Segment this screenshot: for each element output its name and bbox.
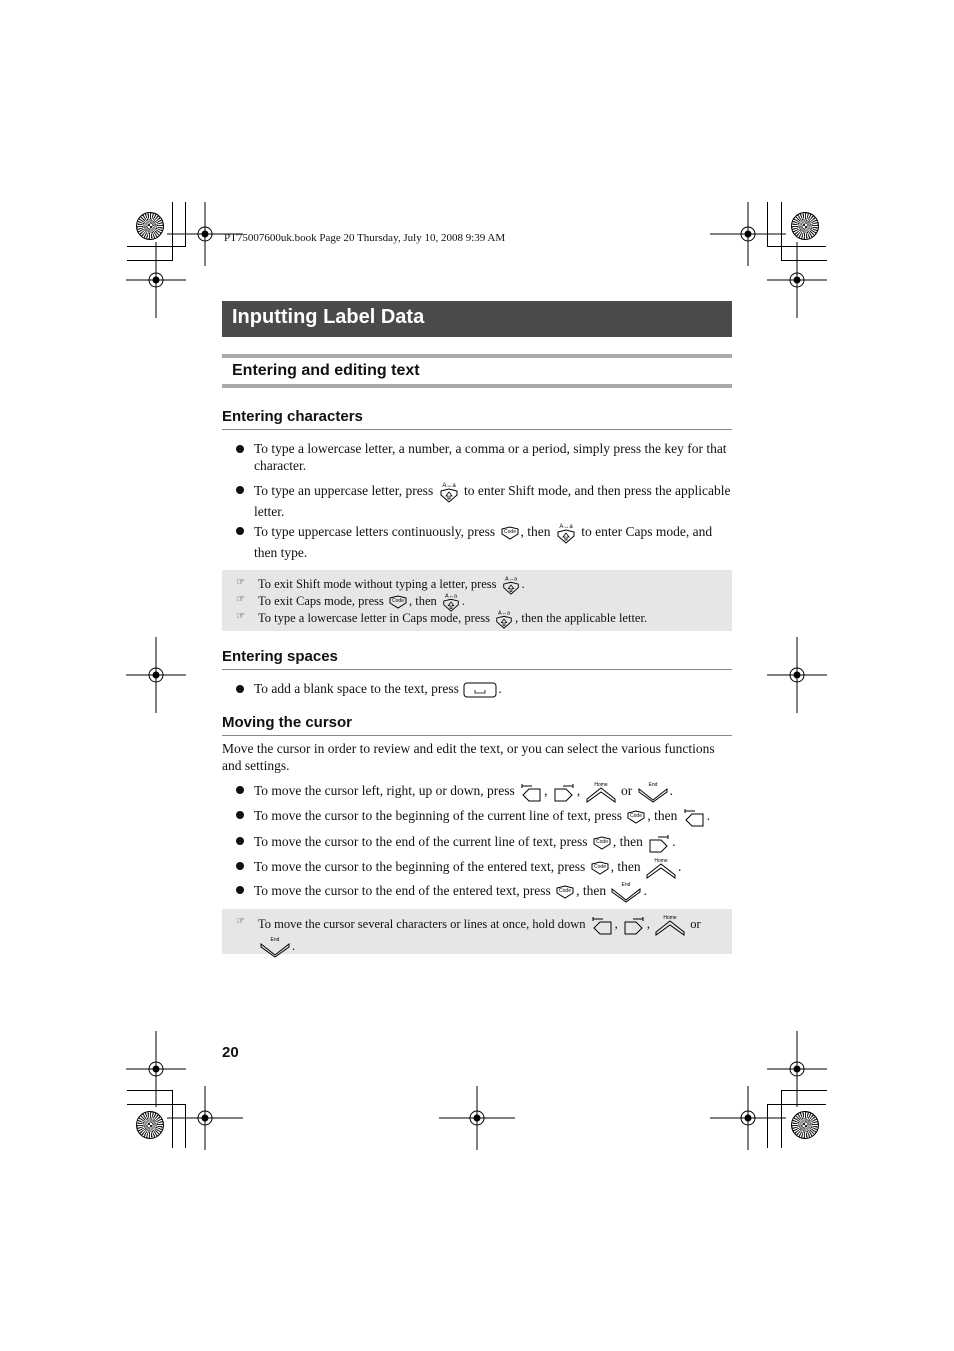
pointing-hand-icon: ☞ xyxy=(236,611,245,622)
page-number: 20 xyxy=(222,1044,239,1061)
svg-text:End: End xyxy=(622,882,631,888)
right-arrow-key-icon xyxy=(552,781,576,803)
code-key-icon xyxy=(592,835,612,851)
svg-text:Home: Home xyxy=(654,858,668,864)
svg-text:A↔a: A↔a xyxy=(444,593,457,600)
down-arrow-key-icon xyxy=(610,881,642,903)
list-item: To move the cursor to the beginning of the current line of text, press Code , then . xyxy=(236,806,731,828)
down-arrow-key-icon xyxy=(637,781,669,803)
code-key-icon xyxy=(590,860,610,876)
subheading-entering-spaces: Entering spaces xyxy=(222,648,732,670)
svg-text:A↔a: A↔a xyxy=(559,524,573,530)
svg-text:Code: Code xyxy=(630,813,643,819)
svg-text:End: End xyxy=(270,937,280,943)
up-arrow-key-icon xyxy=(585,781,617,803)
code-key-icon xyxy=(555,884,575,900)
svg-text:Code: Code xyxy=(595,839,608,845)
list-item: To type an uppercase letter, press A↔a to enter Shift mode, and then press the applicable letter. xyxy=(236,481,731,517)
code-key-icon xyxy=(500,525,520,541)
svg-text:A↔a: A↔a xyxy=(441,483,456,489)
list-item: To move the cursor to the end of the current line of text, press Code , then . xyxy=(236,832,731,854)
intro-paragraph: Move the cursor in order to review and edit the text, or you can select the various functions and settings. xyxy=(222,741,715,773)
left-arrow-key-icon xyxy=(682,806,706,828)
pointing-hand-icon: ☞ xyxy=(236,577,245,588)
list-item: To add a blank space to the text, press . xyxy=(236,680,731,700)
list-item: To move the cursor to the beginning of the entered text, press Code , then Home . xyxy=(236,857,731,879)
subheading-moving-cursor: Moving the cursor xyxy=(222,714,732,736)
pointing-hand-icon: ☞ xyxy=(236,916,245,927)
svg-text:Code: Code xyxy=(503,529,516,535)
right-arrow-key-icon xyxy=(622,914,646,936)
svg-text:End: End xyxy=(648,782,658,788)
note-box: ☞ To move the cursor several characters or lines at once, hold down , , Home or End . xyxy=(222,909,732,954)
shift-key-icon xyxy=(501,575,521,595)
list-item: To move the cursor left, right, up or down, press , , Home or End . xyxy=(236,781,731,803)
svg-text:Code: Code xyxy=(593,864,606,870)
subheading-entering-characters: Entering characters xyxy=(222,408,732,430)
list-item: To type uppercase letters continuously, press Code , then A↔a to enter Caps mode, and then type. xyxy=(236,522,731,558)
svg-text:Home: Home xyxy=(593,782,608,788)
shift-key-icon xyxy=(555,522,577,544)
note-box: ☞ To exit Shift mode without typing a letter, press A↔a . ☞ To exit Caps mode, press Code , then A↔a . ☞ To type a lowercase letter in Caps mode, press A↔a , then the applicable letter. xyxy=(222,570,732,631)
svg-text:A↔a: A↔a xyxy=(504,576,517,583)
left-arrow-key-icon xyxy=(519,781,543,803)
svg-text:Code: Code xyxy=(559,888,572,894)
up-arrow-key-icon xyxy=(645,857,677,879)
code-key-icon xyxy=(388,594,408,610)
list-item: To type a lowercase letter, a number, a comma or a period, simply press the key for that character. xyxy=(236,440,731,476)
svg-text:Home: Home xyxy=(663,915,677,921)
svg-text:Code: Code xyxy=(391,598,404,604)
section-heading: Entering and editing text xyxy=(222,354,732,388)
right-arrow-key-icon xyxy=(647,832,671,854)
space-key-icon xyxy=(463,682,497,698)
left-arrow-key-icon xyxy=(590,914,614,936)
file-info-header: PT75007600uk.book Page 20 Thursday, July 10, 2008 9:39 AM xyxy=(224,232,506,244)
pointing-hand-icon: ☞ xyxy=(236,594,245,605)
down-arrow-key-icon xyxy=(259,936,291,958)
svg-text:A↔a: A↔a xyxy=(498,610,511,617)
shift-key-icon xyxy=(494,609,514,629)
list-item: To move the cursor to the end of the entered text, press Code , then End . xyxy=(236,881,731,903)
page-title: Inputting Label Data xyxy=(222,301,732,337)
code-key-icon xyxy=(626,809,646,825)
shift-key-icon xyxy=(438,481,460,503)
up-arrow-key-icon xyxy=(654,914,686,936)
